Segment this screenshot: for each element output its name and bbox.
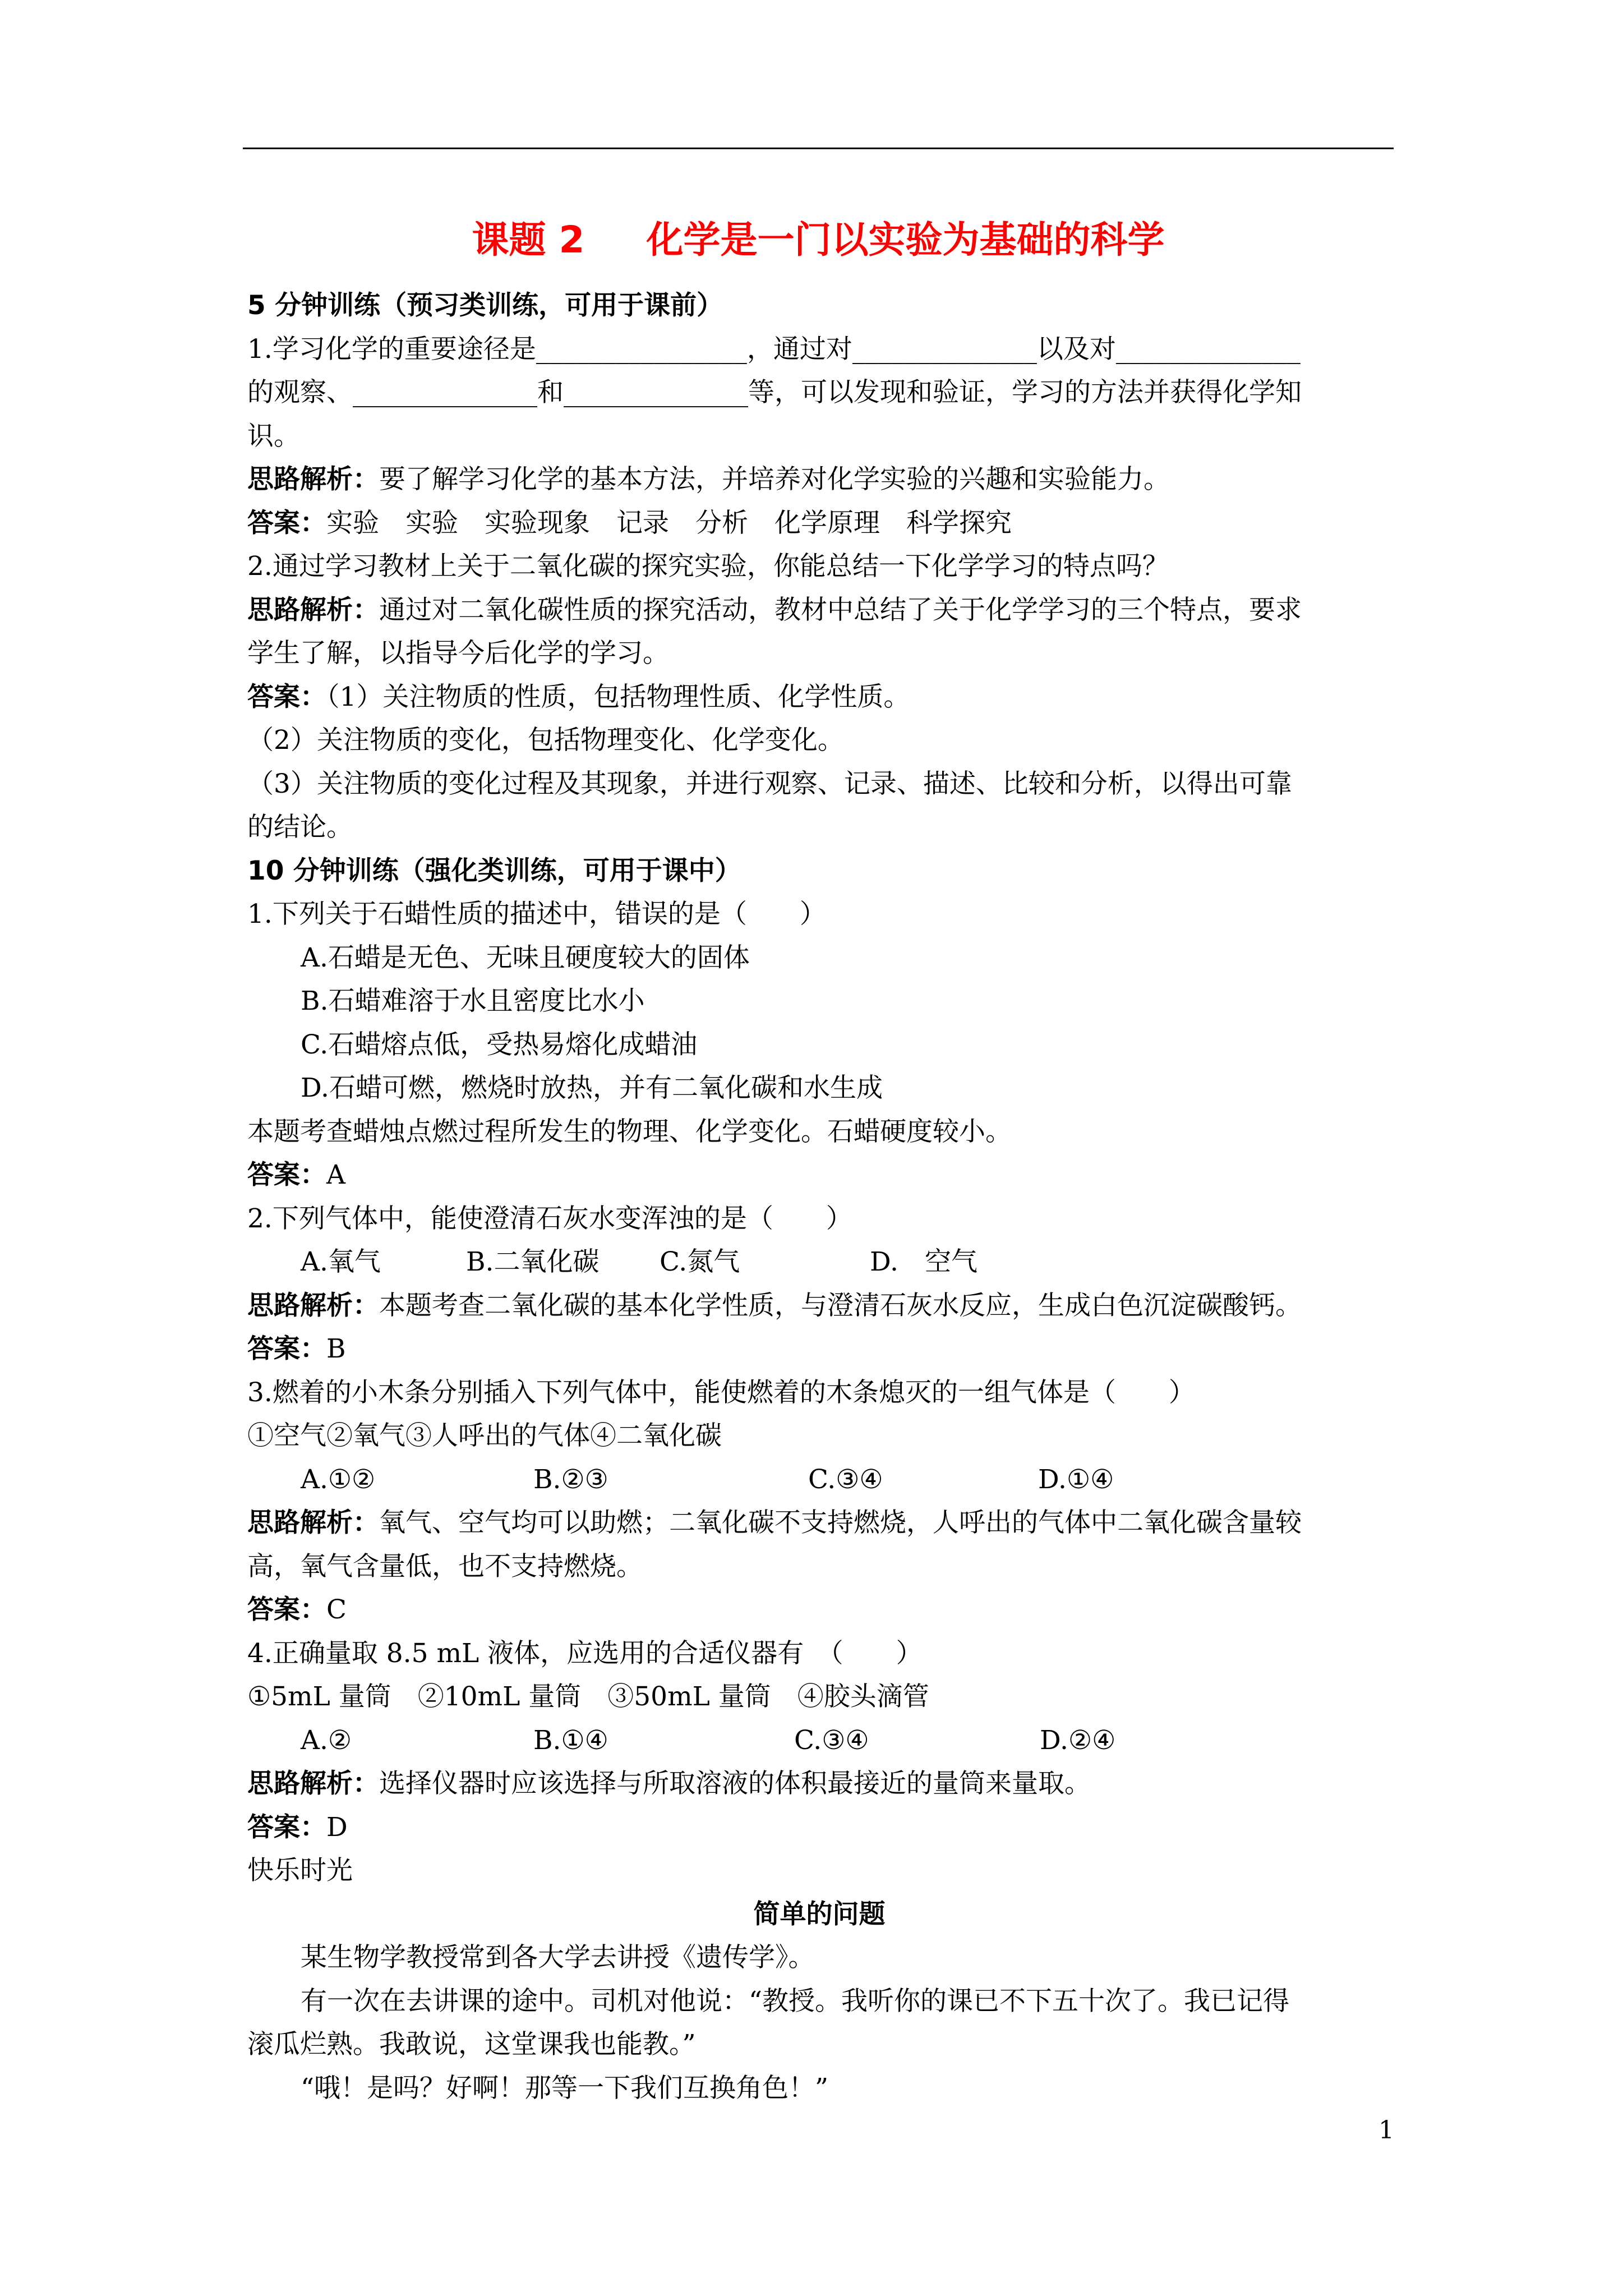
story-paragraph-2: 有一次在去讲课的途中。司机对他说：“教授。我听你的课已不下五十次了。我已记得 <box>301 1985 1290 2017</box>
header-rule <box>243 148 1394 149</box>
answer-text: B <box>326 1333 346 1364</box>
answer-text: 实验 实验 实验现象 记录 分析 化学原理 科学探究 <box>326 507 1012 539</box>
s2-question-3: 3.燃着的小木条分别插入下列气体中，能使燃着的木条熄灭的一组气体是（ ） <box>247 1377 1195 1408</box>
s2-q2-analysis <box>247 1284 1391 1328</box>
analysis-text: 要了解学习化学的基本方法，并培养对化学实验的兴趣和实验能力。 <box>379 464 1170 495</box>
analysis-text: 本题考查二氧化碳的基本化学性质，与澄清石灰水反应，生成白色沉淀碳酸钙。 <box>379 1290 1302 1321</box>
question-1-line-1: 1.学习化学的重要途径是________________，通过对______________以及对______________ <box>247 333 1301 365</box>
fun-section-label: 快乐时光 <box>247 1855 353 1886</box>
s2-q2-answer <box>247 1327 1391 1371</box>
s2-q4-items: ①5mL 量筒 ②10mL 量筒 ③50mL 量筒 ④胶头滴管 <box>247 1681 929 1712</box>
analysis-label: 思路解析： <box>247 1768 379 1799</box>
s2-q3-items: ①空气②氧气③人呼出的气体④二氧化碳 <box>247 1420 722 1451</box>
s2-q3-analysis-cont: 高，氧气含量低，也不支持燃烧。 <box>247 1550 643 1582</box>
section-heading-5min: 5 分钟训练（预习类训练，可用于课前） <box>247 290 723 321</box>
answer-label: 答案： <box>247 1333 326 1364</box>
s2-q4-analysis <box>247 1762 1391 1806</box>
s2-q1-option-c: C.石蜡熔点低，受热易熔化成蜡油 <box>301 1029 698 1060</box>
s2-q3-option-a: A.①② <box>301 1464 376 1495</box>
title-number: 课题 2 <box>472 218 585 261</box>
story-paragraph-3: “哦！是吗？好啊！那等一下我们互换角色！” <box>301 2072 829 2104</box>
s2-q2-option-b: B.二氧化碳 <box>466 1246 600 1277</box>
s2-q2-option-d: D. 空气 <box>870 1246 978 1277</box>
page-number: 1 <box>1378 2116 1394 2145</box>
question-2-answer-3b: 的结论。 <box>247 812 353 843</box>
s2-q3-option-c: C.③④ <box>808 1464 883 1495</box>
answer-label: 答案： <box>247 1811 326 1843</box>
s2-question-1: 1.下列关于石蜡性质的描述中，错误的是（ ） <box>247 899 826 930</box>
s2-q4-option-b: B.①④ <box>533 1724 608 1756</box>
s2-q4-answer <box>247 1806 1391 1849</box>
s2-q3-option-d: D.①④ <box>1038 1464 1114 1495</box>
analysis-label: 思路解析： <box>247 1290 379 1321</box>
s2-q3-option-b: B.②③ <box>533 1464 608 1495</box>
s2-q1-answer <box>247 1153 1391 1197</box>
question-1-line-2: 的观察、______________和______________等，可以发现和验证，学习的方法并获得化学知 <box>247 377 1302 408</box>
analysis-text: 通过对二氧化碳性质的探究活动，教材中总结了关于化学学习的三个特点，要求 <box>379 594 1302 625</box>
s2-q3-answer <box>247 1588 1391 1632</box>
document-body <box>247 284 1391 2110</box>
answer-label: 答案： <box>247 1594 326 1625</box>
s2-q4-option-a: A.② <box>301 1724 352 1756</box>
s2-q4-option-d: D.②④ <box>1040 1724 1116 1756</box>
section-heading-10min: 10 分钟训练（强化类训练，可用于课中） <box>247 855 741 886</box>
answer-label: 答案： <box>247 507 326 539</box>
answer-text: （1）关注物质的性质，包括物理性质、化学性质。 <box>326 681 910 712</box>
question-2-answer-3a: （3）关注物质的变化过程及其现象，并进行观察、记录、描述、比较和分析，以得出可靠 <box>247 768 1292 799</box>
answer-label: 答案： <box>247 681 326 712</box>
question-2-analysis-cont: 学生了解，以指导今后化学的学习。 <box>247 638 669 669</box>
s2-q1-option-a: A.石蜡是无色、无味且硬度较大的固体 <box>301 942 750 973</box>
s2-q2-option-a: A.氧气 <box>301 1246 381 1277</box>
s2-q2-options <box>247 1240 1391 1284</box>
question-2-answer-1 <box>247 675 1391 719</box>
s2-q4-options <box>247 1719 1391 1763</box>
answer-text: D <box>326 1811 348 1843</box>
question-2-analysis <box>247 588 1391 632</box>
s2-q1-option-b: B.石蜡难溶于水且密度比水小 <box>301 986 645 1016</box>
s2-q2-option-c: C.氮气 <box>660 1246 740 1277</box>
analysis-label: 思路解析： <box>247 464 379 495</box>
answer-text: C <box>326 1594 347 1625</box>
s2-q3-options <box>247 1458 1391 1502</box>
question-2: 2.通过学习教材上关于二氧化碳的探究实验，你能总结一下化学学习的特点吗？ <box>247 551 1169 582</box>
page-title <box>243 212 1394 268</box>
title-text: 化学是一门以实验为基础的科学 <box>646 218 1165 261</box>
s2-question-4: 4.正确量取 8.5 mL 液体，应选用的合适仪器有 （ ） <box>247 1637 923 1669</box>
analysis-text: 氧气、空气均可以助燃；二氧化碳不支持燃烧，人呼出的气体中二氧化碳含量较 <box>379 1507 1302 1538</box>
story-paragraph-1: 某生物学教授常到各大学去讲授《遗传学》。 <box>301 1942 815 1973</box>
s2-q1-option-d: D.石蜡可燃，燃烧时放热，并有二氧化碳和水生成 <box>301 1073 883 1103</box>
question-1-line-3: 识。 <box>247 420 300 452</box>
answer-text: A <box>326 1159 345 1190</box>
analysis-text: 选择仪器时应该选择与所取溶液的体积最接近的量筒来量取。 <box>379 1768 1091 1799</box>
question-2-answer-2: （2）关注物质的变化，包括物理变化、化学变化。 <box>247 725 844 756</box>
s2-q3-analysis <box>247 1501 1391 1545</box>
story-title: 简单的问题 <box>753 1898 886 1930</box>
s2-q4-option-c: C.③④ <box>794 1724 869 1756</box>
question-1-analysis <box>247 458 1391 501</box>
analysis-label: 思路解析： <box>247 1507 379 1538</box>
s2-q1-note: 本题考查蜡烛点燃过程所发生的物理、化学变化。石蜡硬度较小。 <box>247 1116 1012 1147</box>
analysis-label: 思路解析： <box>247 594 379 625</box>
story-paragraph-2-cont: 滚瓜烂熟。我敢说，这堂课我也能教。” <box>247 2029 696 2060</box>
question-1-answer <box>247 501 1391 545</box>
s2-question-2: 2.下列气体中，能使澄清石灰水变浑浊的是（ ） <box>247 1203 852 1234</box>
answer-label: 答案： <box>247 1159 326 1190</box>
